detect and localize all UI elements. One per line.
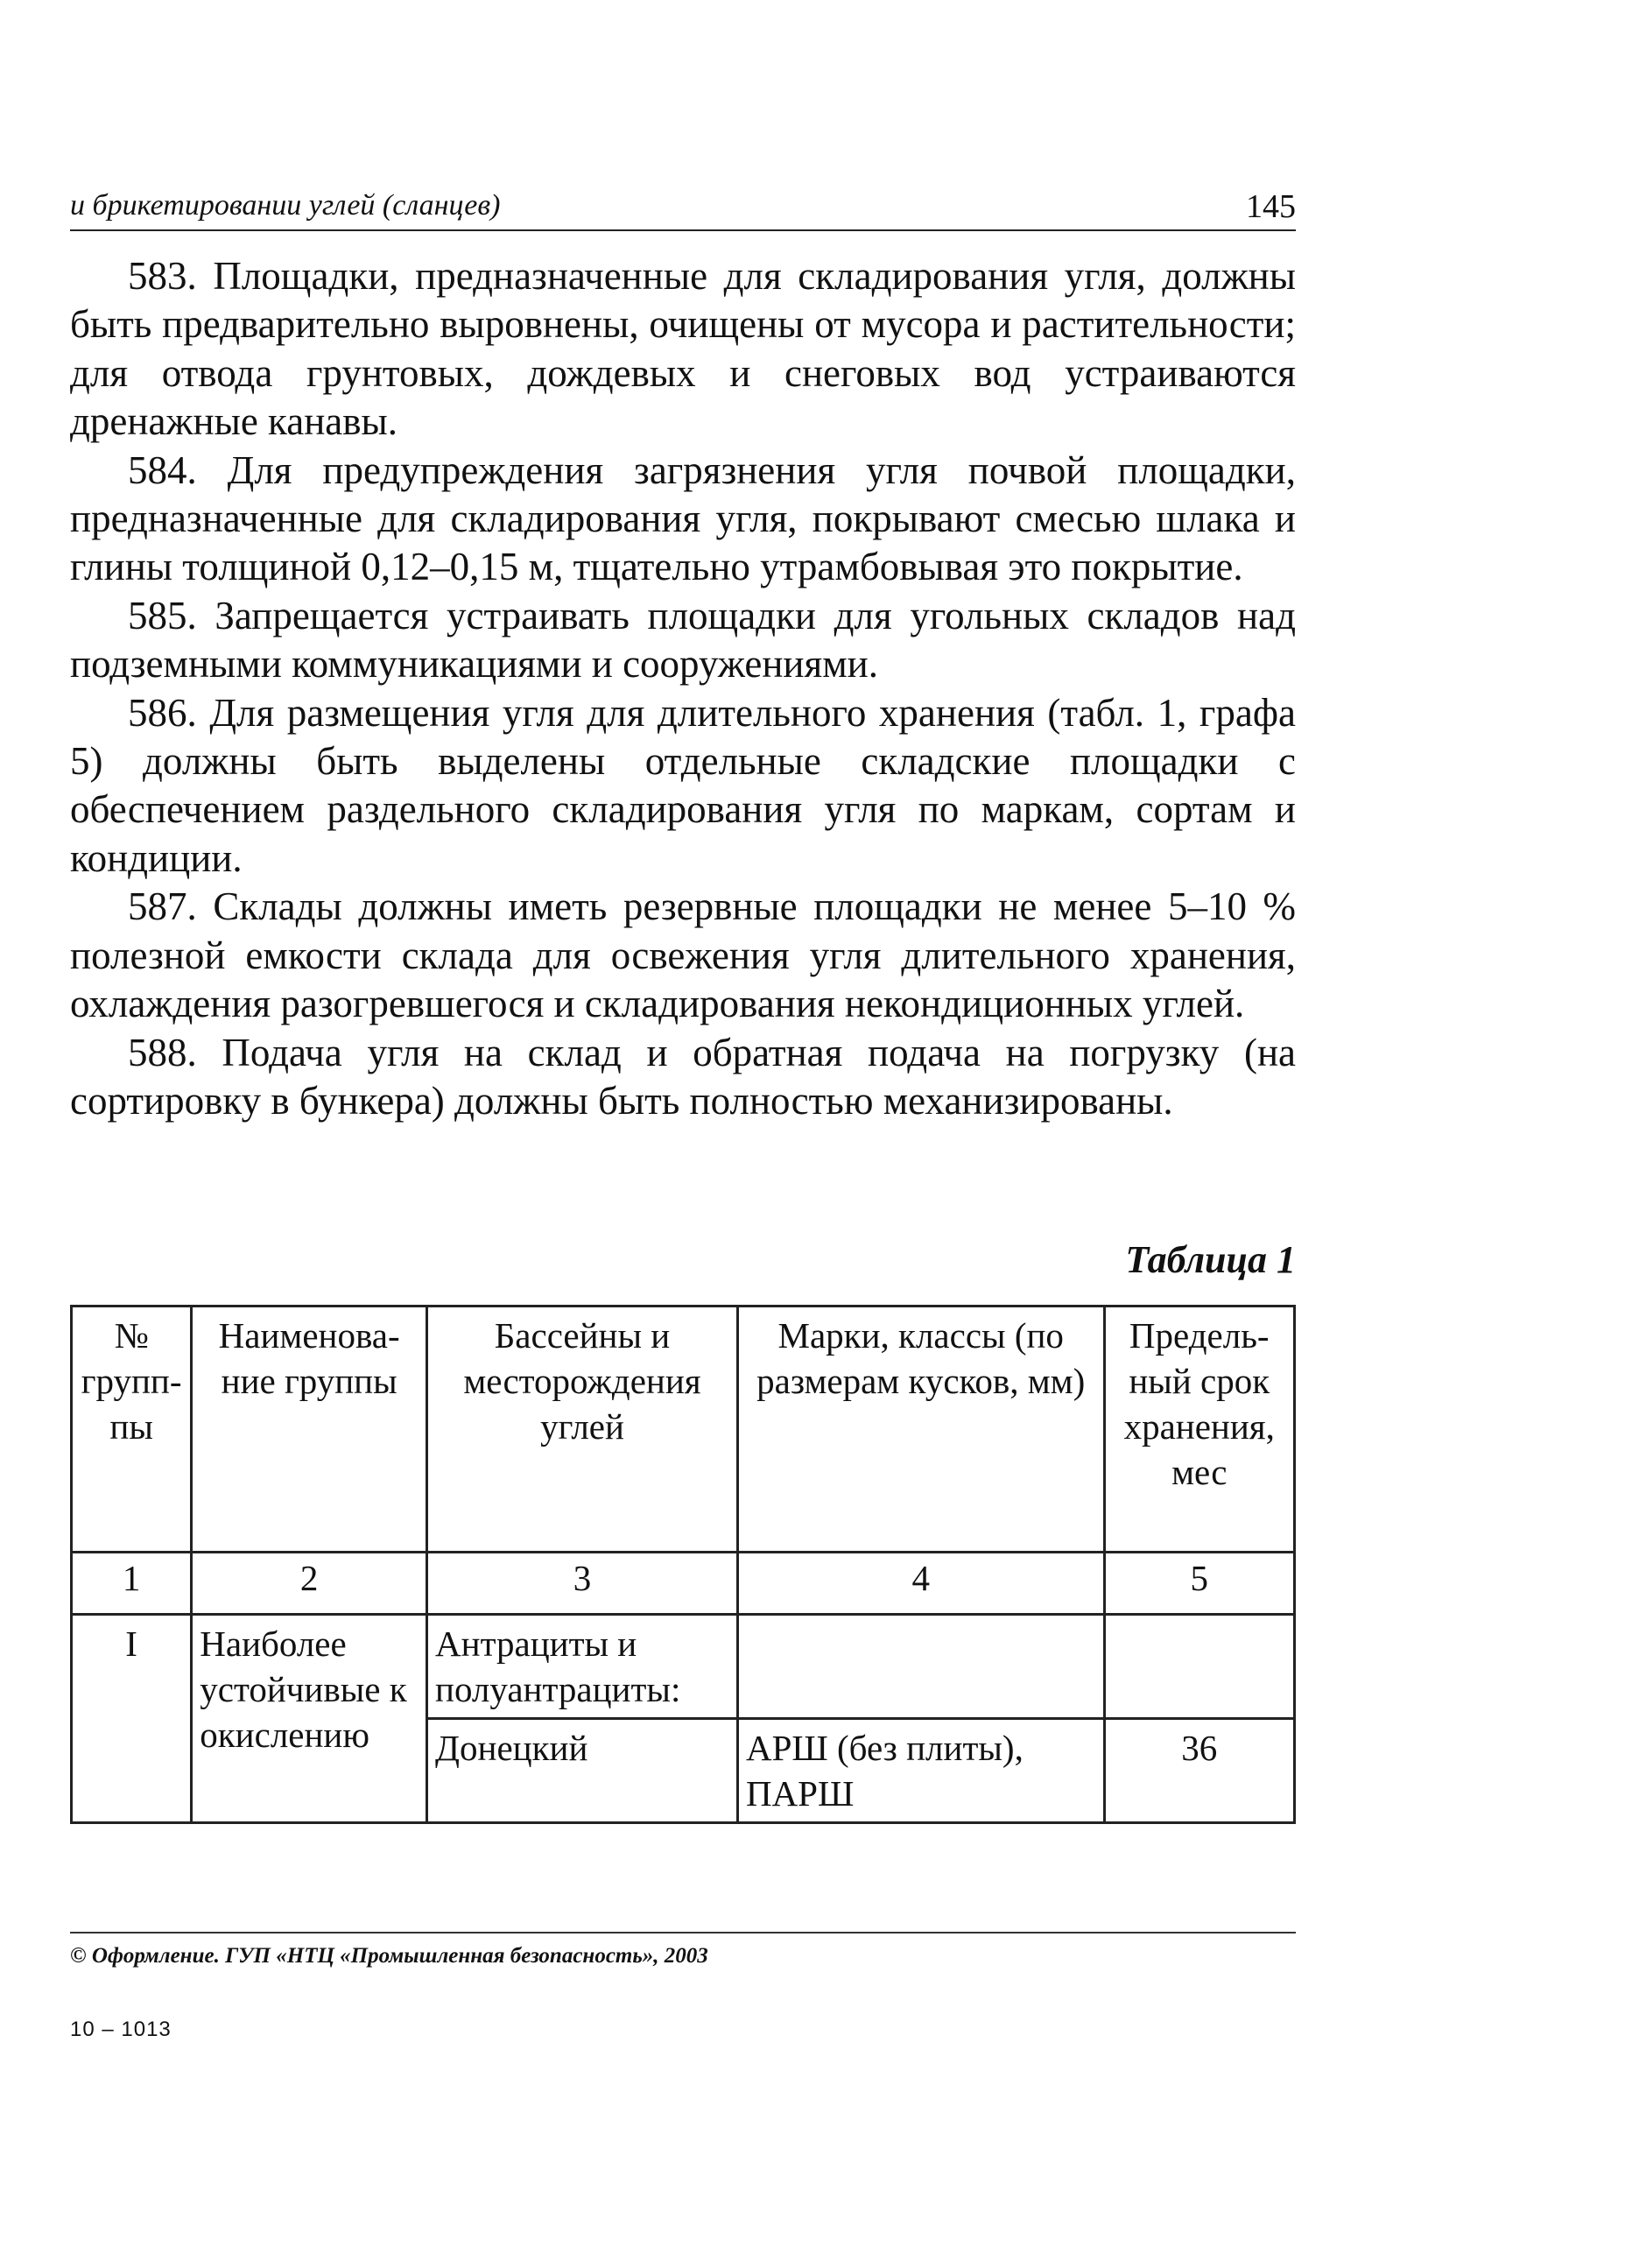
storage-term-cell: 36 <box>1104 1719 1295 1823</box>
header-grade: Марки, классы (по размерам кусков, мм) <box>737 1307 1104 1553</box>
running-head <box>70 184 1296 233</box>
header-basin: Бассейны и месторождения углей <box>427 1307 738 1553</box>
paragraph-583: 583. Площадки, предназначенные для складирования угля, должны быть предварительно выровнены, очищены от мусора и растительности; для отвода грунтовых, дождевых и снеговых вод устраиваются дренажные канавы. <box>70 254 1296 444</box>
group-number-cell: I <box>72 1615 192 1823</box>
basin-cell: Донецкий <box>427 1719 738 1823</box>
paragraph-585: 585. Запрещается устраивать площадки для угольных складов над подземными коммуникациями и сооружениями. <box>70 593 1296 687</box>
column-number-row <box>72 1553 1295 1615</box>
header-group-number: № групп-пы <box>72 1307 192 1553</box>
storage-term-cell <box>1104 1615 1295 1719</box>
paragraph-584: 584. Для предупреждения загрязнения угля почвой площадки, предназначенные для складирования угля, покрывают смесью шлака и глины толщиной 0,12–0,15 м, тщательно утрамбовывая это покрытие. <box>70 447 1296 589</box>
basin-cell: Антрациты и полуантрациты: <box>427 1615 738 1719</box>
column-number: 3 <box>427 1553 738 1615</box>
column-number: 4 <box>737 1553 1104 1615</box>
table-header-row <box>72 1307 1295 1553</box>
printer-signature: 10 – 1013 <box>70 2018 172 2041</box>
grade-cell <box>737 1615 1104 1719</box>
paragraph-587: 587. Склады должны иметь резервные площадки не менее 5–10 % полезной емкости склада для освежения угля длительного хранения, охлаждения разогревшегося и складирования некондиционных углей. <box>70 884 1296 1026</box>
copyright-note: © Оформление. ГУП «НТЦ «Промышленная безопасность», 2003 <box>70 1944 708 1968</box>
page-number: 145 <box>1246 188 1296 225</box>
grade-cell: АРШ (без плиты), ПАРШ <box>737 1719 1104 1823</box>
table-row <box>72 1615 1295 1719</box>
column-number: 1 <box>72 1553 192 1615</box>
header-group-name: Наименова-ние группы <box>192 1307 427 1553</box>
paragraph-588: 588. Подача угля на склад и обратная подача на погрузку (на сортировку в бункера) должны быть полностью механизированы. <box>70 1030 1296 1123</box>
paragraph-586: 586. Для размещения угля для длительного хранения (табл. 1, графа 5) должны быть выделены отдельные складские площадки с обеспечением раздельного складирования угля по маркам, сортам и кондиции. <box>70 690 1296 880</box>
group-name-cell: Наиболее устойчивые к окислению <box>192 1615 427 1823</box>
header-rule <box>70 229 1296 231</box>
table-caption: Таблица 1 <box>1125 1238 1296 1281</box>
column-number: 5 <box>1104 1553 1295 1615</box>
running-title: и брикетировании углей (сланцев) <box>70 189 501 222</box>
footer-rule <box>70 1932 1296 1933</box>
coal-storage-table <box>70 1305 1296 1824</box>
column-number: 2 <box>192 1553 427 1615</box>
body-text <box>70 252 1296 1125</box>
header-storage-term: Предель-ный срок хранения, мес <box>1104 1307 1295 1553</box>
